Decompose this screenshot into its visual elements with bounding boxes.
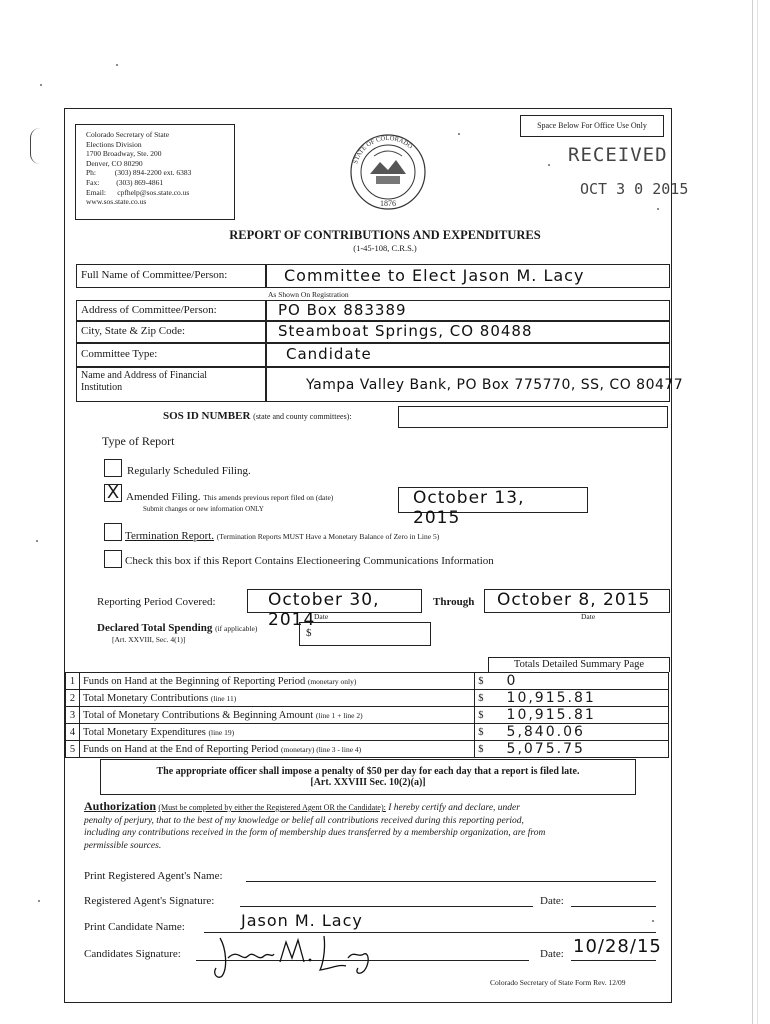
amended-filing-label: Amended Filing. [126, 491, 201, 503]
agent-sig-label: Registered Agent's Signature: [84, 895, 215, 907]
candidate-date-line[interactable] [571, 960, 656, 961]
candidate-name-value: Jason M. Lacy [241, 911, 363, 930]
period-through-label: Through [433, 596, 475, 608]
period-from-value: October 30, 2014 [268, 590, 380, 630]
full-name-value: Committee to Elect Jason M. Lacy [284, 266, 585, 285]
margin-mark [30, 128, 45, 164]
amended-filing-note2: Submit changes or new information ONLY [143, 505, 264, 513]
agent-date-label: Date: [540, 895, 564, 907]
summary-row [66, 741, 669, 758]
summary-row-number: 1 [66, 673, 80, 690]
scan-edge-line [752, 0, 753, 1024]
sos-address-line: Ph: (303) 894-2200 ext. 6383 [86, 168, 192, 178]
scan-speck [458, 133, 460, 135]
period-to-field[interactable] [484, 589, 670, 613]
scan-speck [652, 920, 654, 922]
summary-row-value[interactable]: 10,915.81 [487, 707, 669, 724]
sos-address-line: Elections Division [86, 139, 142, 149]
summary-header: Totals Detailed Summary Page [488, 657, 670, 672]
authorization-block [84, 800, 664, 852]
handwritten-signature-icon [208, 928, 378, 980]
amended-date-value: October 13, 2015 [413, 488, 525, 528]
summary-row-label: Total Monetary Contributions (line 11) [79, 690, 474, 707]
scan-edge-line [757, 0, 758, 1024]
summary-row-value[interactable]: 5,075.75 [487, 741, 669, 758]
penalty-line1: The appropriate officer shall impose a penalty of $50 per day for each day that a report is filed late. [156, 766, 580, 777]
spending-field[interactable] [299, 622, 431, 646]
electioneering-checkbox[interactable] [104, 550, 122, 568]
candidate-date-label: Date: [540, 948, 564, 960]
period-label: Reporting Period Covered: [97, 596, 216, 608]
address-value: PO Box 883389 [278, 301, 407, 319]
agent-sig-line[interactable] [240, 906, 533, 907]
penalty-line2: [Art. XXVIII Sec. 10(2)(a)] [310, 777, 426, 788]
summary-row [66, 690, 669, 707]
sos-address-line: Fax: (303) 869-4861 [86, 177, 164, 187]
spending-row [97, 622, 257, 634]
scan-speck [116, 64, 118, 66]
electioneering-label: Check this box if this Report Contains Electioneering Communications Information [125, 555, 494, 567]
spending-dollar: $ [306, 627, 312, 639]
amended-date-field[interactable] [398, 487, 588, 528]
state-seal [340, 132, 436, 212]
authorization-text2: penalty of perjury, that to the best of my knowledge or belief all contributions received during this reporting period, [84, 815, 524, 826]
seal-top-text: STATE OF COLORADO [352, 134, 414, 165]
summary-table [65, 672, 669, 758]
report-type-heading: Type of Report [102, 434, 175, 448]
as-shown-note: As Shown On Registration [268, 290, 349, 299]
address-label: Address of Committee/Person: [81, 304, 217, 316]
summary-row-number: 2 [66, 690, 80, 707]
report-subtitle: (1-45-108, C.R.S.) [353, 243, 417, 253]
address-label-box [76, 300, 267, 322]
received-date-stamp: OCT 3 0 2015 [580, 180, 689, 198]
office-use-label: Space Below For Office Use Only [537, 121, 647, 130]
spending-if-applicable: (if applicable) [215, 624, 258, 633]
sos-id-label: SOS ID NUMBER [163, 410, 251, 422]
agent-date-line[interactable] [571, 906, 656, 907]
summary-row-label: Total Monetary Expenditures (line 19) [79, 724, 474, 741]
summary-row-label: Funds on Hand at the Beginning of Reporting Period (monetary only) [79, 673, 474, 690]
authorization-text4: permissible sources. [84, 840, 162, 851]
sos-address-line: Email: cpfhelp@sos.state.co.us [86, 187, 190, 197]
form-revision: Colorado Secretary of State Form Rev. 12/09 [490, 978, 626, 987]
type-label-box [76, 342, 267, 368]
bank-field[interactable] [265, 366, 684, 402]
period-to-date-label: Date [581, 612, 596, 621]
sos-address-line: 1700 Broadway, Ste. 200 [86, 149, 162, 159]
sos-id-note: (state and county committees): [253, 412, 352, 421]
summary-row [66, 673, 669, 690]
bank-value: Yampa Valley Bank, PO Box 775770, SS, CO 80477 [306, 377, 684, 393]
amended-check-mark: X [106, 482, 120, 503]
type-value: Candidate [286, 345, 372, 363]
authorization-text3: including any contributions received in the form of membership dues transferred by a membership organization, are from [84, 828, 546, 839]
summary-row-number: 4 [66, 724, 80, 741]
summary-row [66, 707, 669, 724]
sos-id-field[interactable] [398, 406, 668, 428]
sos-address-line: www.sos.state.co.us [86, 197, 147, 207]
type-field[interactable] [265, 342, 670, 368]
office-use-box [520, 115, 664, 137]
sos-address-line: Colorado Secretary of State [86, 130, 170, 139]
scan-speck [36, 540, 38, 542]
full-name-label-box [76, 264, 267, 288]
termination-label: Termination Report. [125, 530, 215, 542]
summary-row-number: 5 [66, 741, 80, 758]
full-name-label: Full Name of Committee/Person: [81, 269, 228, 281]
summary-row-number: 3 [66, 707, 80, 724]
scan-speck [548, 164, 550, 166]
spending-cite: [Art. XXVIII, Sec. 4(1)] [112, 635, 186, 644]
termination-row [125, 530, 439, 542]
city-label: City, State & Zip Code: [81, 325, 186, 337]
candidate-name-label: Print Candidate Name: [84, 921, 185, 933]
bank-label-line2: Institution [81, 382, 123, 393]
spending-label: Declared Total Spending [97, 622, 213, 634]
scan-speck [38, 900, 40, 902]
bank-label-line1: Name and Address of Financial [81, 370, 208, 381]
summary-row-label: Total of Monetary Contributions & Beginning Amount (line 1 + line 2) [79, 707, 474, 724]
authorization-heading: Authorization [84, 799, 156, 813]
scan-speck [657, 208, 659, 210]
termination-note: (Termination Reports MUST Have a Monetary Balance of Zero in Line 5) [216, 532, 440, 541]
summary-row-dollar: $ [475, 724, 487, 741]
type-label: Committee Type: [81, 348, 158, 360]
period-from-date-label: Date [314, 612, 329, 621]
received-stamp: RECEIVED [568, 144, 668, 166]
period-to-value: October 8, 2015 [497, 590, 651, 610]
regular-filing-label: Regularly Scheduled Filing. [127, 465, 251, 477]
sos-id-row [163, 410, 352, 422]
candidate-date-value: 10/28/15 [573, 936, 662, 957]
agent-name-label: Print Registered Agent's Name: [84, 870, 223, 882]
report-title: REPORT OF CONTRIBUTIONS AND EXPENDITURES [229, 228, 541, 242]
city-label-box [76, 320, 267, 344]
agent-name-line[interactable] [246, 881, 656, 882]
bank-label-box [76, 366, 267, 402]
authorization-note: (Must be completed by either the Registered Agent OR the Candidate): [158, 803, 386, 812]
termination-checkbox[interactable] [104, 523, 122, 541]
scan-speck [40, 84, 42, 86]
full-name-field[interactable] [265, 264, 670, 288]
seal-year: 1876 [380, 199, 396, 208]
city-value: Steamboat Springs, CO 80488 [278, 322, 533, 340]
penalty-box [100, 759, 636, 795]
sos-address-box [75, 124, 235, 220]
summary-row-label: Funds on Hand at the End of Reporting Period (monetary) (line 3 - line 4) [79, 741, 474, 758]
candidate-signature [208, 928, 378, 980]
summary-row-dollar: $ [475, 673, 487, 690]
seal-icon [340, 132, 436, 212]
regular-filing-checkbox[interactable] [104, 459, 122, 477]
city-field[interactable] [265, 320, 670, 344]
summary-row [66, 724, 669, 741]
amended-filing-note: This amends previous report filed on (date) [203, 493, 334, 502]
amended-filing-checkbox[interactable] [104, 484, 122, 502]
authorization-text1: I hereby certify and declare, under [388, 803, 520, 813]
summary-row-value[interactable]: 0 [487, 673, 669, 690]
summary-row-value[interactable]: 10,915.81 [487, 690, 669, 707]
summary-row-dollar: $ [475, 707, 487, 724]
summary-row-dollar: $ [475, 690, 487, 707]
amended-filing-row [126, 491, 333, 503]
summary-row-value[interactable]: 5,840.06 [487, 724, 669, 741]
candidate-sig-label: Candidates Signature: [84, 948, 181, 960]
sos-address-line: Denver, CO 80290 [86, 158, 143, 168]
summary-row-dollar: $ [475, 741, 487, 758]
address-field[interactable] [265, 300, 670, 322]
